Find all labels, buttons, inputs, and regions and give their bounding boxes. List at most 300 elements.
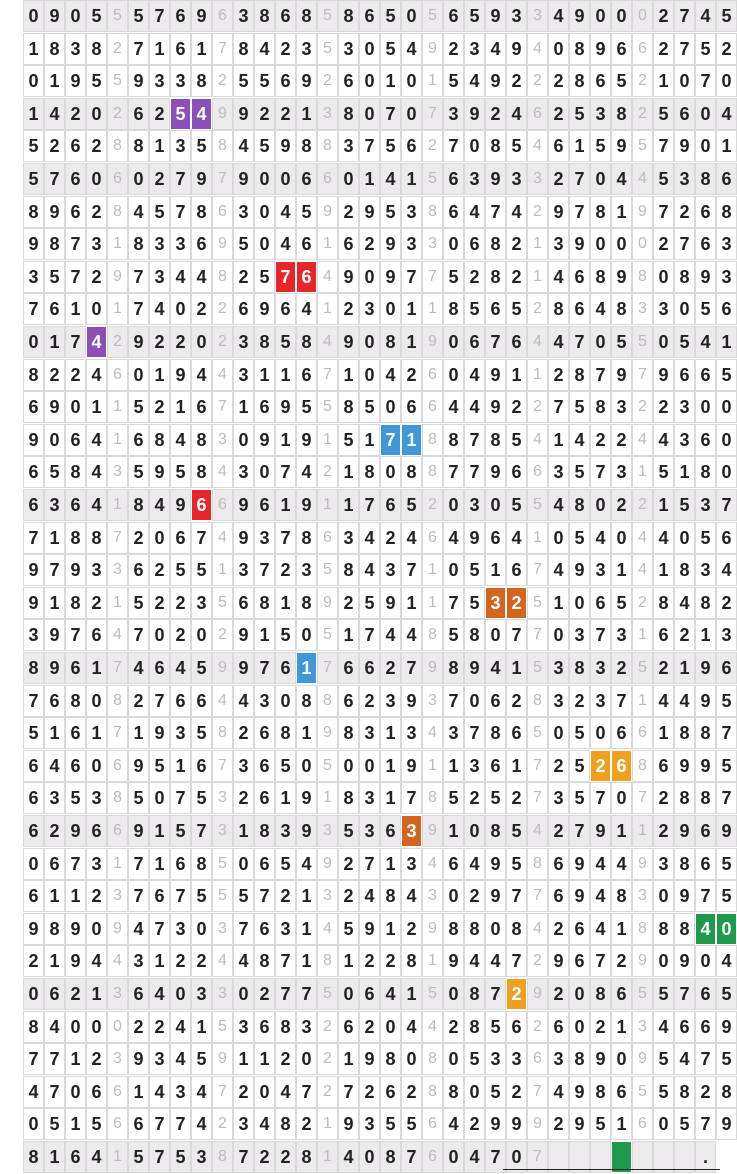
grid-digit: 1	[128, 1076, 149, 1108]
grid-separator-digit: 6	[422, 1141, 443, 1173]
grid-digit: 3	[611, 619, 632, 651]
grid-digit: 0	[548, 717, 569, 749]
grid-digit: 7	[275, 456, 296, 488]
grid-digit: 7	[716, 489, 737, 521]
grid-digit: 5	[716, 978, 737, 1010]
grid-separator-digit: 7	[527, 880, 548, 912]
grid-digit: 6	[191, 685, 212, 717]
grid-digit: 3	[128, 945, 149, 977]
grid-digit: 4	[590, 293, 611, 325]
grid-digit: 4	[716, 98, 737, 130]
grid-digit: 8	[296, 1141, 317, 1173]
grid-separator-digit: 5	[212, 880, 233, 912]
grid-digit: 1	[170, 391, 191, 423]
grid-digit: 2	[65, 98, 86, 130]
grid-separator-digit: 1	[107, 228, 128, 260]
grid-digit: 6	[716, 163, 737, 195]
grid-digit: 0	[674, 522, 695, 554]
grid-digit: 6	[65, 750, 86, 782]
grid-digit: 6	[44, 978, 65, 1010]
grid-digit: 8	[569, 359, 590, 391]
grid-digit: 6	[275, 293, 296, 325]
grid-digit: 5	[506, 815, 527, 847]
grid-digit: 8	[191, 424, 212, 456]
grid-digit: 9	[485, 359, 506, 391]
grid-digit: 7	[380, 98, 401, 130]
grid-digit: 4	[674, 685, 695, 717]
grid-digit: 2	[128, 1011, 149, 1043]
grid-separator-digit: 3	[212, 782, 233, 814]
grid-digit: 0	[695, 130, 716, 162]
grid-digit: 3	[170, 65, 191, 97]
grid-digit: 2	[275, 33, 296, 65]
grid-digit: 5	[191, 130, 212, 162]
grid-digit: 6	[653, 750, 674, 782]
grid-separator-digit: 1	[317, 782, 338, 814]
grid-digit: 3	[359, 293, 380, 325]
grid-separator-digit: 1	[422, 293, 443, 325]
grid-digit: 0	[359, 1141, 380, 1173]
grid-separator-digit: 9	[317, 848, 338, 880]
grid-digit: 7	[44, 1076, 65, 1108]
grid-digit: 8	[65, 456, 86, 488]
grid-separator-digit: 4	[317, 326, 338, 358]
grid-digit: 2	[548, 163, 569, 195]
grid-digit: 1	[149, 359, 170, 391]
grid-row	[0, 554, 732, 587]
grid-digit: 8	[254, 326, 275, 358]
grid-digit: 1	[653, 65, 674, 97]
highlighted-digit: 5	[170, 98, 191, 130]
grid-digit: 1	[44, 1141, 65, 1173]
grid-digit: 0	[65, 391, 86, 423]
grid-digit: 0	[233, 978, 254, 1010]
grid-separator-digit: 1	[107, 587, 128, 619]
grid-digit: 9	[275, 130, 296, 162]
grid-digit: 5	[254, 130, 275, 162]
grid-digit: 7	[359, 848, 380, 880]
grid-digit: 4	[149, 293, 170, 325]
grid-separator-digit: 4	[527, 33, 548, 65]
grid-digit: 2	[359, 685, 380, 717]
grid-digit: 6	[65, 196, 86, 228]
grid-digit: 8	[695, 587, 716, 619]
grid-digit: 8	[401, 456, 422, 488]
grid-digit: 7	[149, 0, 170, 32]
grid-digit: 3	[653, 848, 674, 880]
grid-separator-digit: 7	[527, 750, 548, 782]
grid-separator-digit: 5	[317, 391, 338, 423]
grid-digit: 8	[674, 1076, 695, 1108]
grid-separator-digit: 9	[212, 228, 233, 260]
grid-digit: 0	[359, 65, 380, 97]
grid-digit: 3	[611, 391, 632, 423]
grid-digit: 0	[338, 163, 359, 195]
grid-separator-digit: 5	[632, 326, 653, 358]
grid-digit: 8	[275, 1011, 296, 1043]
grid-separator-digit: 4	[422, 717, 443, 749]
grid-digit: 2	[653, 652, 674, 684]
grid-digit: 0	[611, 1043, 632, 1075]
grid-digit: 7	[506, 619, 527, 651]
grid-separator-digit: 1	[317, 293, 338, 325]
grid-digit: 7	[65, 848, 86, 880]
grid-digit: 3	[23, 261, 44, 293]
grid-digit: 6	[296, 228, 317, 260]
grid-digit: 9	[128, 326, 149, 358]
grid-digit: 0	[23, 326, 44, 358]
grid-digit: 5	[128, 0, 149, 32]
grid-digit: 7	[590, 359, 611, 391]
grid-digit: 6	[65, 424, 86, 456]
grid-digit: 7	[128, 33, 149, 65]
grid-digit: 2	[611, 652, 632, 684]
grid-digit: 5	[233, 880, 254, 912]
grid-digit: 8	[443, 652, 464, 684]
grid-digit: 6	[128, 98, 149, 130]
grid-digit: 1	[23, 98, 44, 130]
grid-separator-digit: 6	[527, 1043, 548, 1075]
grid-digit: 8	[464, 619, 485, 651]
grid-digit: 8	[254, 815, 275, 847]
grid-digit: 1	[233, 815, 254, 847]
grid-digit: 4	[275, 228, 296, 260]
grid-digit: 6	[170, 33, 191, 65]
grid-digit: 5	[359, 587, 380, 619]
grid-digit: 8	[590, 978, 611, 1010]
grid-separator-digit: 4	[527, 815, 548, 847]
grid-digit: 2	[233, 261, 254, 293]
grid-digit: 2	[254, 1141, 275, 1173]
grid-digit: 9	[23, 228, 44, 260]
grid-digit: 6	[464, 326, 485, 358]
grid-digit: 3	[590, 685, 611, 717]
grid-digit: 4	[653, 685, 674, 717]
grid-digit: 3	[548, 782, 569, 814]
grid-digit: 2	[170, 619, 191, 651]
grid-digit: 9	[44, 196, 65, 228]
grid-digit: 6	[254, 489, 275, 521]
grid-digit: 4	[170, 652, 191, 684]
grid-digit: 4	[233, 945, 254, 977]
grid-digit: 9	[191, 0, 212, 32]
grid-separator-digit: 8	[212, 261, 233, 293]
grid-digit: 7	[170, 163, 191, 195]
grid-separator-digit: 5	[317, 978, 338, 1010]
grid-digit: 2	[611, 424, 632, 456]
grid-digit: 3	[233, 196, 254, 228]
grid-digit: 9	[149, 717, 170, 749]
grid-digit: 6	[569, 945, 590, 977]
grid-digit: 8	[653, 913, 674, 945]
grid-separator-digit: 6	[527, 456, 548, 488]
grid-digit: 0	[569, 587, 590, 619]
grid-digit: 1	[695, 619, 716, 651]
grid-digit: 3	[23, 619, 44, 651]
grid-digit: 2	[191, 293, 212, 325]
grid-digit: 2	[506, 782, 527, 814]
grid-separator-digit: 5	[527, 489, 548, 521]
grid-digit: 8	[611, 880, 632, 912]
highlighted-digit: 0	[716, 913, 737, 945]
grid-digit: 2	[359, 1011, 380, 1043]
grid-digit: 6	[170, 0, 191, 32]
grid-digit: 2	[548, 1108, 569, 1140]
grid-digit: 0	[443, 978, 464, 1010]
grid-digit: 4	[149, 1076, 170, 1108]
grid-digit: 8	[674, 782, 695, 814]
grid-digit: 3	[464, 489, 485, 521]
grid-digit: 8	[653, 587, 674, 619]
grid-separator-digit: 8	[422, 456, 443, 488]
grid-digit: 1	[86, 391, 107, 423]
grid-digit: 9	[233, 522, 254, 554]
grid-digit: 5	[191, 782, 212, 814]
grid-separator-digit: 6	[212, 0, 233, 32]
grid-digit: 6	[611, 33, 632, 65]
grid-digit: 0	[443, 228, 464, 260]
highlighted-digit: 2	[590, 750, 611, 782]
grid-digit: 3	[44, 782, 65, 814]
grid-digit: 1	[254, 359, 275, 391]
grid-digit: 9	[695, 261, 716, 293]
grid-digit: 6	[380, 489, 401, 521]
grid-row	[0, 98, 732, 131]
grid-digit: 4	[548, 261, 569, 293]
grid-digit: 6	[569, 913, 590, 945]
grid-digit: 5	[569, 717, 590, 749]
grid-digit: 1	[548, 587, 569, 619]
grid-digit: 5	[674, 1108, 695, 1140]
grid-digit: 4	[443, 391, 464, 423]
grid-digit: 0	[674, 293, 695, 325]
grid-digit: 6	[128, 1108, 149, 1140]
grid-digit: 6	[695, 228, 716, 260]
grid-separator-digit: 9	[422, 33, 443, 65]
grid-digit: 8	[464, 913, 485, 945]
grid-digit: 7	[485, 326, 506, 358]
grid-digit: 3	[590, 98, 611, 130]
grid-separator-digit: 8	[422, 619, 443, 651]
grid-separator-digit: 7	[212, 33, 233, 65]
grid-digit: 2	[149, 163, 170, 195]
grid-digit: 8	[443, 293, 464, 325]
grid-digit: 9	[569, 880, 590, 912]
grid-digit: 3	[65, 33, 86, 65]
grid-separator-digit: 2	[212, 65, 233, 97]
grid-digit: 7	[296, 1076, 317, 1108]
grid-digit: 3	[86, 554, 107, 586]
grid-digit: 1	[191, 1011, 212, 1043]
grid-digit: 8	[191, 65, 212, 97]
grid-digit: 7	[401, 1141, 422, 1173]
grid-digit: 6	[716, 293, 737, 325]
grid-digit: 0	[23, 1108, 44, 1140]
grid-digit: 5	[569, 391, 590, 423]
grid-digit: 0	[569, 1011, 590, 1043]
grid-separator-digit: 6	[107, 1076, 128, 1108]
grid-digit: 0	[464, 815, 485, 847]
grid-separator-digit: 6	[632, 33, 653, 65]
grid-separator-digit: 2	[317, 1043, 338, 1075]
grid-separator-digit: 3	[212, 424, 233, 456]
grid-digit: 4	[653, 424, 674, 456]
grid-row	[0, 652, 732, 685]
grid-digit: 7	[128, 293, 149, 325]
grid-digit: 3	[296, 554, 317, 586]
grid-digit: 5	[653, 1076, 674, 1108]
grid-digit: 0	[233, 848, 254, 880]
grid-digit: 7	[611, 685, 632, 717]
grid-digit: 4	[695, 326, 716, 358]
grid-digit: 6	[695, 1011, 716, 1043]
grid-digit: 2	[548, 750, 569, 782]
grid-digit: 3	[548, 1043, 569, 1075]
grid-digit: 2	[275, 1141, 296, 1173]
grid-digit: 5	[44, 261, 65, 293]
grid-digit: 5	[233, 228, 254, 260]
grid-digit: 2	[506, 228, 527, 260]
grid-separator-digit: 2	[107, 33, 128, 65]
grid-digit: 8	[296, 326, 317, 358]
grid-digit: 0	[611, 0, 632, 32]
grid-digit: 5	[380, 33, 401, 65]
grid-digit: 6	[254, 717, 275, 749]
grid-digit: 4	[149, 978, 170, 1010]
grid-digit: 8	[380, 1141, 401, 1173]
grid-digit: 2	[548, 65, 569, 97]
grid-digit: 8	[569, 652, 590, 684]
grid-digit: 2	[170, 326, 191, 358]
grid-digit: 9	[380, 228, 401, 260]
grid-separator-digit: 5	[527, 587, 548, 619]
grid-digit: 9	[65, 65, 86, 97]
grid-digit: 2	[653, 782, 674, 814]
grid-digit: 2	[191, 945, 212, 977]
grid-separator-digit: 3	[632, 1011, 653, 1043]
grid-separator-digit: 3	[212, 978, 233, 1010]
grid-digit: 9	[23, 554, 44, 586]
grid-digit: 1	[128, 717, 149, 749]
grid-digit: 6	[338, 652, 359, 684]
grid-separator-digit: 6	[527, 98, 548, 130]
grid-separator-digit: 1	[317, 1141, 338, 1173]
grid-digit: 7	[233, 913, 254, 945]
grid-separator-digit: 5	[317, 554, 338, 586]
grid-digit: 5	[695, 293, 716, 325]
grid-digit: 8	[569, 1043, 590, 1075]
grid-digit: 0	[254, 1076, 275, 1108]
grid-digit: 5	[86, 0, 107, 32]
grid-digit: 9	[569, 1076, 590, 1108]
grid-separator-digit: 1	[422, 554, 443, 586]
grid-digit: 8	[485, 717, 506, 749]
grid-digit: 9	[485, 65, 506, 97]
grid-separator-digit: 1	[107, 391, 128, 423]
grid-digit: 2	[653, 33, 674, 65]
grid-separator-digit: 1	[422, 587, 443, 619]
grid-digit: 9	[695, 750, 716, 782]
grid-digit: 8	[674, 261, 695, 293]
grid-separator-digit: 3	[212, 815, 233, 847]
grid-row	[0, 848, 732, 881]
grid-digit: 4	[401, 880, 422, 912]
grid-digit: 5	[674, 326, 695, 358]
grid-row	[0, 587, 732, 620]
grid-digit: 1	[44, 717, 65, 749]
grid-digit: 3	[275, 815, 296, 847]
grid-separator-digit: 8	[212, 1141, 233, 1173]
grid-digit: 9	[695, 652, 716, 684]
grid-digit: 8	[506, 913, 527, 945]
grid-digit: 5	[653, 163, 674, 195]
grid-digit: 2	[653, 228, 674, 260]
grid-digit: 8	[275, 717, 296, 749]
grid-separator-digit: 7	[107, 522, 128, 554]
grid-separator-digit: 4	[212, 685, 233, 717]
grid-digit: 5	[275, 619, 296, 651]
grid-digit: 0	[443, 1141, 464, 1173]
grid-digit: 8	[44, 33, 65, 65]
highlighted-digit: 3	[485, 587, 506, 619]
grid-digit: 5	[611, 326, 632, 358]
highlighted-digit: 6	[191, 489, 212, 521]
grid-separator-digit: 6	[422, 522, 443, 554]
grid-digit: 0	[443, 1043, 464, 1075]
grid-digit: 4	[128, 913, 149, 945]
grid-separator-digit: 3	[317, 98, 338, 130]
grid-digit: 8	[23, 652, 44, 684]
grid-digit: 2	[611, 945, 632, 977]
grid-digit: 5	[653, 978, 674, 1010]
grid-digit: 8	[485, 261, 506, 293]
grid-digit: 4	[86, 1141, 107, 1173]
grid-digit: 7	[653, 196, 674, 228]
grid-digit: 0	[653, 945, 674, 977]
grid-row	[0, 0, 732, 33]
grid-digit: 8	[191, 456, 212, 488]
grid-separator-digit: 7	[527, 782, 548, 814]
grid-digit: 7	[695, 1043, 716, 1075]
grid-digit: 6	[275, 65, 296, 97]
grid-digit: 5	[569, 522, 590, 554]
footer-underline	[503, 1169, 720, 1170]
grid-separator-digit: 9	[422, 326, 443, 358]
grid-digit: 6	[23, 489, 44, 521]
grid-digit: 4	[485, 945, 506, 977]
grid-digit: 1	[44, 587, 65, 619]
grid-separator-digit: 6	[107, 750, 128, 782]
grid-digit: 7	[128, 619, 149, 651]
grid-digit: 2	[464, 1108, 485, 1140]
grid-digit: 6	[338, 65, 359, 97]
grid-digit: 3	[485, 1043, 506, 1075]
grid-digit: 3	[275, 913, 296, 945]
grid-digit: 4	[611, 163, 632, 195]
grid-row	[0, 978, 732, 1011]
grid-digit: 4	[716, 554, 737, 586]
grid-digit: 8	[443, 424, 464, 456]
grid-digit: 4	[485, 652, 506, 684]
grid-digit: 9	[44, 0, 65, 32]
grid-digit: 1	[611, 196, 632, 228]
grid-separator-digit: 2	[317, 1011, 338, 1043]
grid-digit: 9	[338, 261, 359, 293]
grid-row	[0, 1011, 732, 1044]
grid-digit: 9	[548, 196, 569, 228]
grid-digit: 0	[338, 750, 359, 782]
grid-digit: 2	[548, 913, 569, 945]
